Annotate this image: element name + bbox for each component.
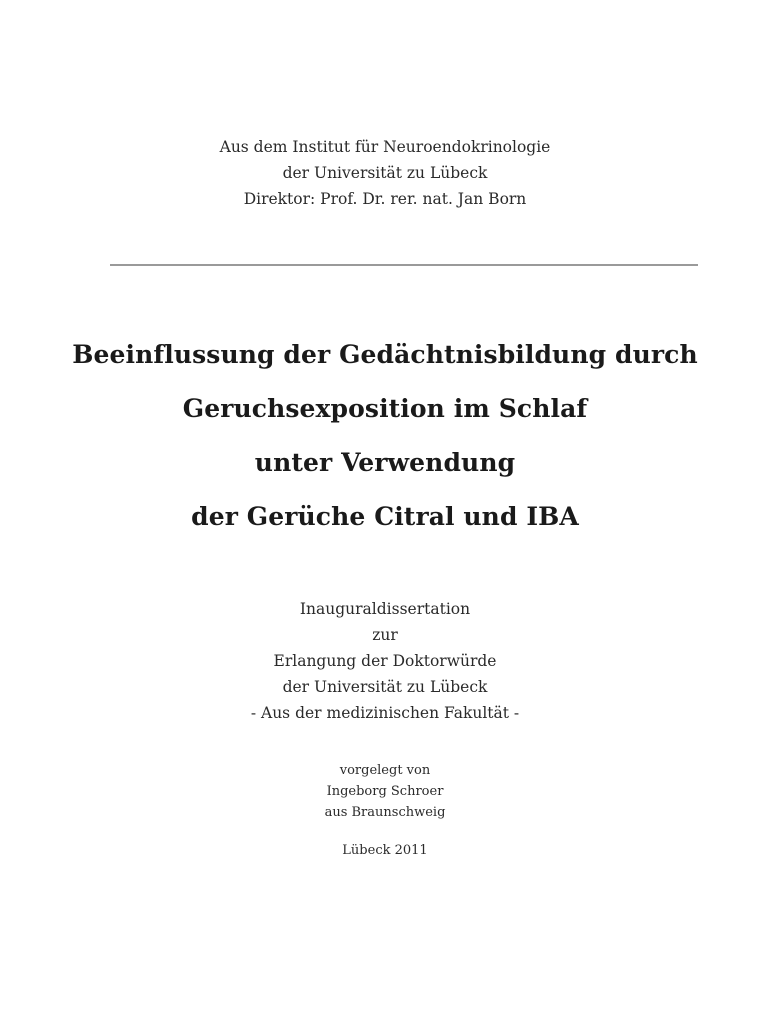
horizontal-divider	[110, 264, 698, 266]
place-date	[0, 840, 770, 861]
institute-header	[0, 134, 770, 212]
dissertation-line-3: Erlangung der Doktorwürde	[273, 652, 497, 670]
author-origin: aus Braunschweig	[324, 805, 446, 820]
institute-director: Direktor: Prof. Dr. rer. nat. Jan Born	[243, 190, 527, 208]
title-line-4: der Gerüche Citral und IBA	[191, 502, 579, 531]
dissertation-line-5: - Aus der medizinischen Fakultät -	[250, 704, 520, 722]
dissertation-line-1: Inauguraldissertation	[299, 600, 471, 618]
dissertation-line-4: der Universität zu Lübeck	[282, 678, 488, 696]
dissertation-line-2: zur	[372, 626, 398, 644]
thesis-title	[0, 328, 770, 544]
title-line-3: unter Verwendung	[254, 448, 516, 477]
university-name: der Universität zu Lübeck	[282, 164, 488, 182]
author-name: Ingeborg Schroer	[326, 784, 444, 799]
dissertation-statement	[0, 596, 770, 726]
author-block	[0, 760, 770, 823]
institute-name: Aus dem Institut für Neuroendokrinologie	[219, 138, 551, 156]
place-year: Lübeck 2011	[342, 843, 428, 858]
title-line-2: Geruchsexposition im Schlaf	[182, 394, 588, 423]
presented-by: vorgelegt von	[339, 763, 431, 778]
title-line-1: Beeinflussung der Gedächtnisbildung durch	[72, 340, 698, 369]
